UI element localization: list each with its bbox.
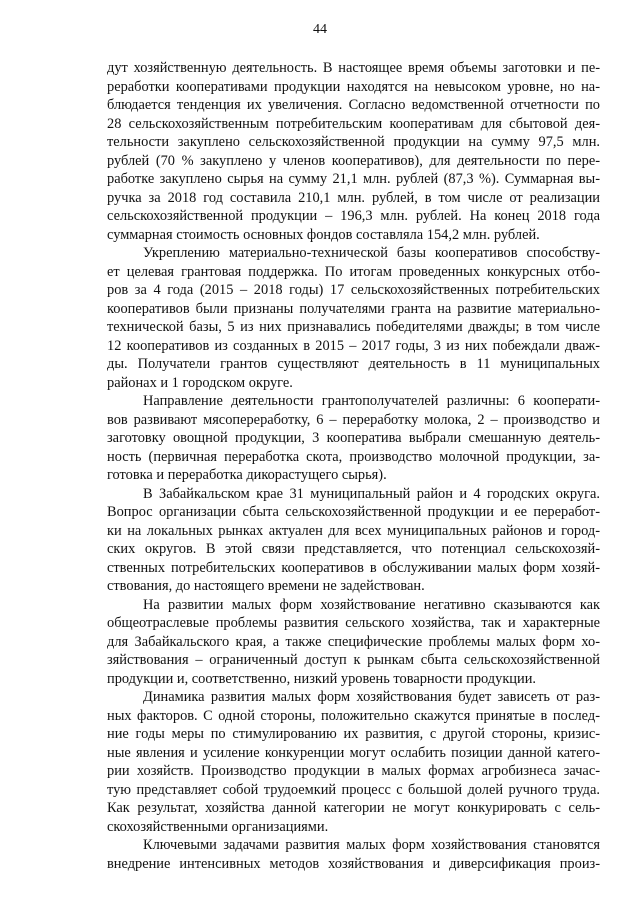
text-line: ки на локальных рынках актуален для всех муниципальных районов и город- bbox=[107, 522, 600, 539]
text-line: блюдается тенденция их увеличения. Согласно ведомственной отчетности по bbox=[107, 97, 600, 113]
text-line: Укреплению материально-технической базы кооперативов способству- bbox=[143, 245, 600, 261]
text-line: заготовку овощной продукции, 3 кооператива выбрали смешанную деятель- bbox=[107, 430, 600, 446]
paragraph bbox=[107, 392, 600, 485]
text-line: В Забайкальском крае 31 муниципальный район и 4 городских округа. bbox=[143, 485, 600, 502]
text-line: суммарная стоимость основных фондов составляла 154,2 млн. рублей. bbox=[107, 226, 540, 243]
text-line: тельности закуплено сельскохозяйственной продукции на сумму 97,5 млн. bbox=[107, 134, 600, 150]
text-line: Динамика развития малых форм хозяйствования будет зависеть от раз- bbox=[143, 689, 600, 705]
text-line: ственных потребительских кооперативов в обслуживании малых форм хозяй- bbox=[107, 559, 600, 576]
text-line: ров за 4 года (2015 – 2018 годы) 17 сельскохозяйственных потребительских bbox=[107, 282, 600, 298]
text-line: скохозяйственными организациями. bbox=[107, 818, 329, 835]
text-line: ние годы меры по стимулированию их развития, с другой стороны, кризис- bbox=[107, 726, 600, 742]
text-line: кооперативов были признаны получателями гранта на развитие материально- bbox=[107, 300, 600, 317]
text-line: районах и 1 городском округе. bbox=[107, 374, 293, 391]
text-line: реработки кооперативами продукции находятся на невысоком уровне, но на- bbox=[107, 78, 600, 95]
body-text bbox=[107, 59, 600, 873]
paragraph bbox=[107, 59, 600, 244]
paragraph bbox=[107, 688, 600, 836]
text-line: 12 кооперативов из созданных в 2015 – 2017 годы, 3 из них побеждали дваж- bbox=[107, 337, 600, 354]
text-line: сельскохозяйственной продукции – 196,3 млн. рублей. На конец 2018 года bbox=[107, 208, 600, 224]
text-line: зяйствования – ограниченный доступ к рынкам сбыта сельскохозяйственной bbox=[107, 652, 600, 668]
text-line: тую представляет собой трудоемкий процесс с большой долей ручного труда. bbox=[107, 781, 600, 798]
paragraph bbox=[107, 596, 600, 689]
text-line: ность (первичная переработка скота, производство молочной продукции, за- bbox=[107, 448, 600, 465]
text-line: 28 сельскохозяйственным потребительским кооперативам для сбытовой дея- bbox=[107, 115, 600, 132]
text-line: вов развивают мясопереработку, 6 – переработку молока, 2 – производство и bbox=[107, 411, 600, 428]
text-line: На развитии малых форм хозяйствование негативно сказываются как bbox=[143, 596, 600, 613]
paragraph bbox=[107, 244, 600, 392]
text-line: Направление деятельности грантополучателей различны: 6 кооперати- bbox=[143, 393, 600, 409]
text-line: Ключевыми задачами развития малых форм хозяйствования становятся bbox=[143, 837, 600, 853]
text-line: ных факторов. С одной стороны, положительно скажутся принятые в послед- bbox=[107, 707, 600, 724]
text-line: продукции и, соответственно, низкий уровень товарности продукции. bbox=[107, 670, 537, 687]
text-line: рублей (70 % закуплено у членов кооперативов), для деятельности по пере- bbox=[107, 152, 600, 169]
text-line: ручка за 2018 год составила 210,1 млн. рублей, в том числе от реализации bbox=[107, 189, 600, 206]
text-line: ских округов. В этой связи представляется, что потенциал сельскохозяй- bbox=[107, 541, 600, 557]
text-line: внедрение интенсивных методов хозяйствования и диверсификация произ- bbox=[107, 855, 600, 872]
text-line: дут хозяйственную деятельность. В настоящее время объемы заготовки и пе- bbox=[107, 60, 600, 76]
text-line: Как результат, хозяйства данной категории не могут конкурировать с сель- bbox=[107, 800, 600, 816]
text-line: общеотраслевые проблемы развития сельского хозяйства, так и характерные bbox=[107, 615, 600, 631]
text-line: готовка и переработка дикорастущего сырья). bbox=[107, 467, 387, 483]
text-line: ды. Получатели грантов существляют деятельность в 11 муниципальных bbox=[107, 356, 600, 372]
text-line: технической базы, 5 из них признавались победителями дважды; в том числе bbox=[107, 319, 600, 335]
text-line: для Забайкальского края, а также специфические проблемы малых форм хо- bbox=[107, 633, 600, 650]
text-line: ет целевая грантовая поддержка. По итогам проведенных конкурсных отбо- bbox=[107, 263, 600, 280]
text-line: рии хозяйств. Производство продукции в малых формах агробизнеса зачас- bbox=[107, 763, 600, 779]
paragraph bbox=[107, 836, 600, 873]
text-line: ствования, до настоящего времени не задействован. bbox=[107, 578, 425, 594]
paragraph bbox=[107, 485, 600, 596]
text-line: ные явления и усиление конкуренции могут ослабить позиции данной катего- bbox=[107, 744, 600, 761]
text-line: работке закуплено сырья на сумму 21,1 млн. рублей (87,3 %). Суммарная вы- bbox=[107, 171, 600, 187]
page-number: 44 bbox=[313, 22, 327, 37]
text-line: Вопрос организации сбыта сельскохозяйственной продукции и ее переработ- bbox=[107, 504, 600, 520]
